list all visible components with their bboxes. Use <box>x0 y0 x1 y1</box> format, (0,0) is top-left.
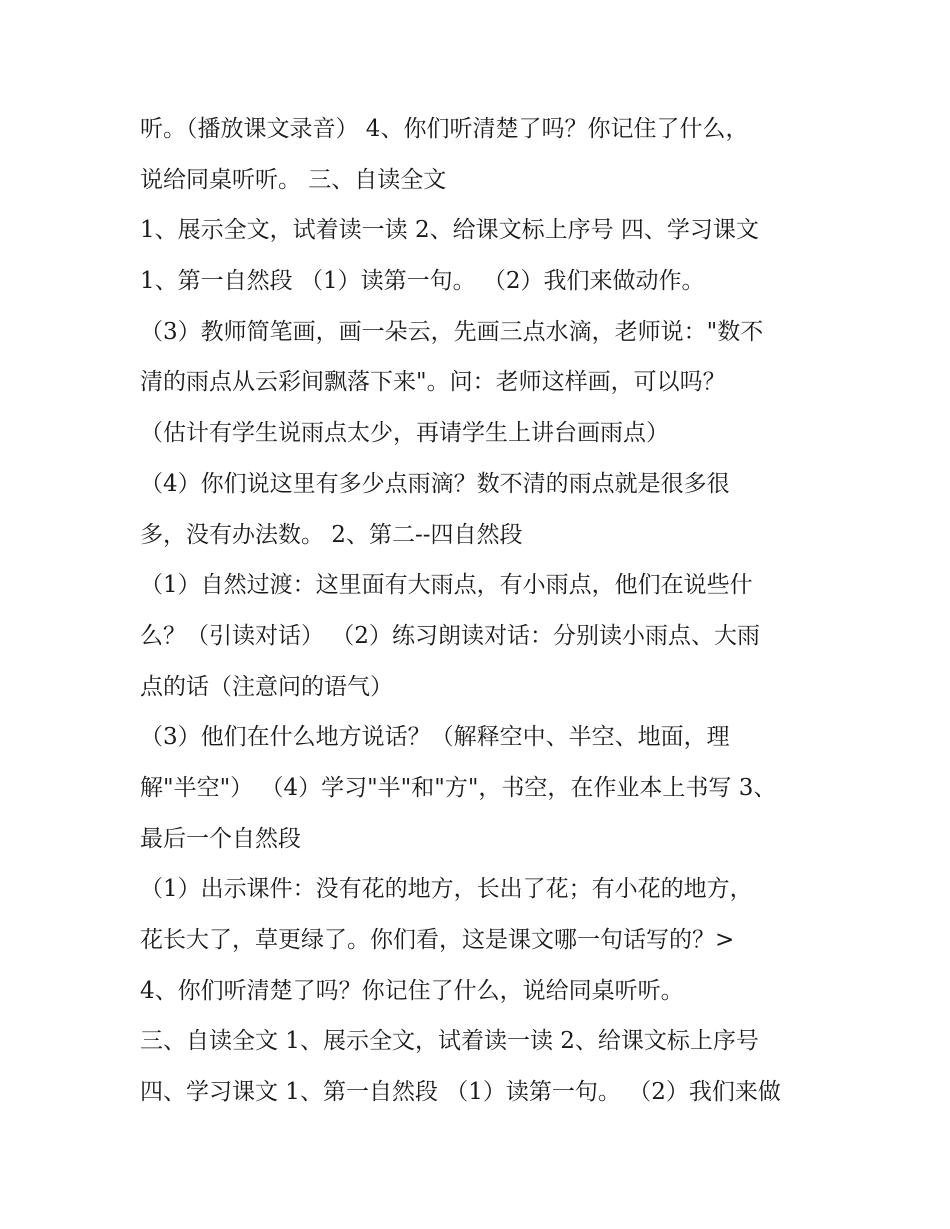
text-line: 三、自读全文 1、展示全文，试着读一读 2、给课文标上序号 <box>140 1028 759 1055</box>
text-line: （1）出示课件：没有花的地方，长出了花；有小花的地方， <box>140 876 753 903</box>
text-line: 1、展示全文，试着读一读 2、给课文标上序号 四、学习课文 <box>140 217 759 244</box>
text-line: 1、第一自然段 （1）读第一句。 （2）我们来做动作。 <box>140 268 705 295</box>
text-line: 花长大了，草更绿了。你们看，这是课文哪一句话写的？> <box>140 927 735 953</box>
text-line: （3）教师简笔画，画一朵云，先画三点水滴，老师说："数不 <box>140 318 764 345</box>
text-line: 解"半空"） （4）学习"半"和"方"，书空，在作业本上书写 3、 <box>140 774 777 801</box>
text-line: 多，没有办法数。 2、第二--四自然段 <box>140 521 523 548</box>
text-line: （4）你们说这里有多少点雨滴？数不清的雨点就是很多很 <box>140 470 730 497</box>
text-line: （1）自然过渡：这里面有大雨点，有小雨点，他们在说些什 <box>140 572 753 599</box>
lesson-plan-text <box>140 104 830 1118</box>
text-line: 四、学习课文 1、第一自然段 （1）读第一句。 （2）我们来做 <box>140 1079 781 1106</box>
text-line: 最后一个自然段 <box>140 825 301 852</box>
text-line: 点的话（注意问的语气） <box>140 673 393 700</box>
text-line: （3）他们在什么地方说话？（解释空中、半空、地面，理 <box>140 724 730 751</box>
text-line: 清的雨点从云彩间飘落下来"。问：老师这样画，可以吗？ <box>140 369 726 396</box>
text-line: 么？（引读对话） （2）练习朗读对话：分别读小雨点、大雨 <box>140 622 760 649</box>
text-line: （估计有学生说雨点太少，再请学生上讲台画雨点） <box>140 420 669 447</box>
text-line: 说给同桌听听。 三、自读全文 <box>140 166 447 193</box>
text-line: 听。（播放课文录音） 4、你们听清楚了吗？你记住了什么， <box>140 116 749 142</box>
text-line: 4、你们听清楚了吗？你记住了什么，说给同桌听听。 <box>140 977 684 1004</box>
